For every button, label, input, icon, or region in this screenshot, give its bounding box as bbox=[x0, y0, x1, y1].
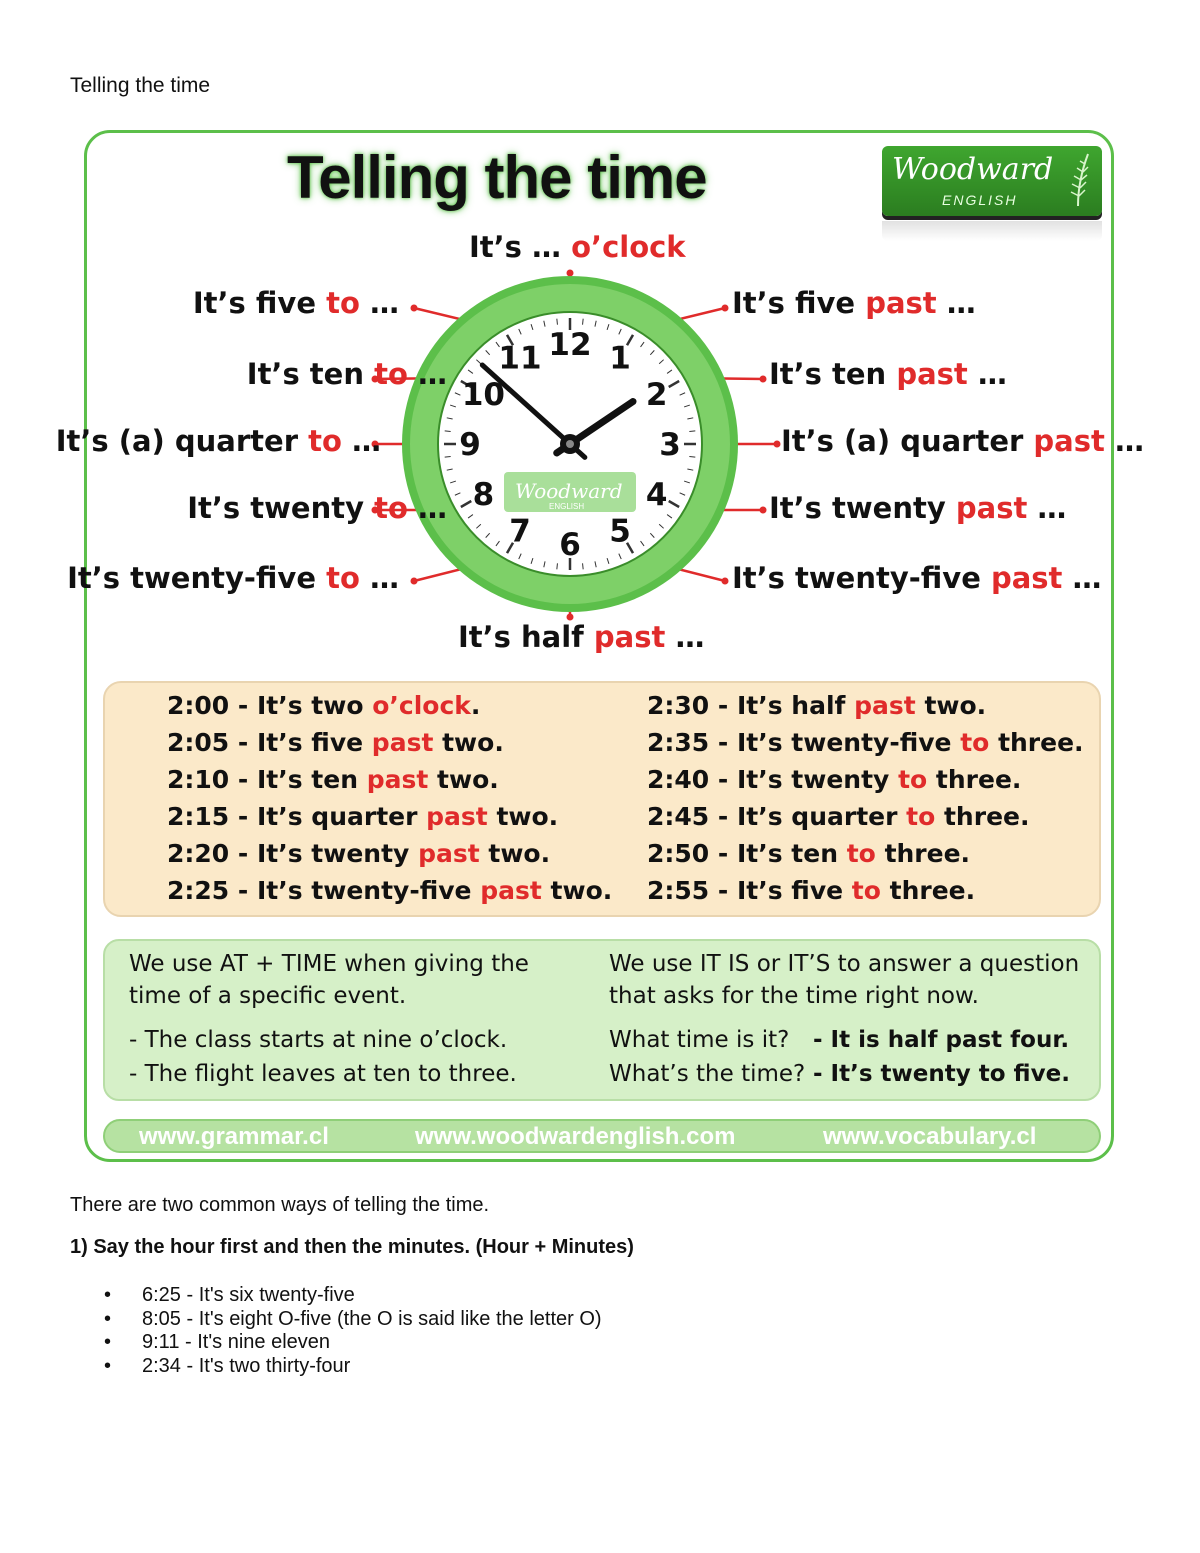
clock-number: 10 bbox=[461, 377, 505, 413]
connector-dot bbox=[567, 270, 574, 277]
example-left-3: 2:15 - It’s quarter past two. bbox=[167, 802, 559, 831]
clock-center-dot bbox=[566, 440, 574, 448]
usage-right-q2: What’s the time? bbox=[609, 1061, 806, 1087]
clock-number: 2 bbox=[645, 377, 668, 413]
label-twenty-five-past: It’s twenty-five past … bbox=[732, 561, 1102, 595]
list-item: • 6:25 - It's six twenty-five bbox=[104, 1284, 355, 1306]
clock-tick bbox=[689, 457, 695, 458]
label-five-to: It’s five to … bbox=[192, 286, 399, 320]
clock-number: 1 bbox=[609, 340, 631, 377]
usage-right-a1: - It is half past four. bbox=[813, 1027, 1070, 1053]
examples-list bbox=[70, 1284, 602, 1378]
usage-box bbox=[103, 939, 1101, 1101]
label-half-past: It’s half past … bbox=[458, 620, 705, 654]
section-heading: 1) Say the hour first and then the minutes. (Hour + Minutes) bbox=[70, 1236, 634, 1258]
clock-tick bbox=[557, 319, 558, 325]
connector-dot bbox=[411, 578, 418, 585]
example-right-2: 2:40 - It’s twenty to three. bbox=[647, 765, 1022, 794]
clock-tick bbox=[689, 431, 695, 432]
label-oclock: It’s … o’clock bbox=[469, 230, 686, 264]
example-right-5: 2:55 - It’s five to three. bbox=[647, 876, 976, 905]
clock-number: 9 bbox=[459, 427, 481, 463]
clock-tick bbox=[445, 431, 451, 432]
example-left-0: 2:00 - It’s two o’clock. bbox=[167, 691, 481, 720]
label-twenty-past: It’s twenty past … bbox=[769, 491, 1067, 525]
example-right-0: 2:30 - It’s half past two. bbox=[647, 691, 987, 720]
example-right-4: 2:50 - It’s ten to three. bbox=[647, 839, 971, 868]
example-left-2: 2:10 - It’s ten past two. bbox=[167, 765, 499, 794]
label-five-past: It’s five past … bbox=[732, 286, 976, 320]
url-woodwardenglish[interactable]: www.woodwardenglish.com bbox=[415, 1123, 736, 1150]
connector-dot bbox=[760, 507, 767, 514]
url-grammar[interactable]: www.grammar.cl bbox=[139, 1123, 329, 1150]
clock-tick bbox=[583, 563, 584, 569]
url-vocabulary[interactable]: www.vocabulary.cl bbox=[823, 1123, 1037, 1150]
bullet-icon: • bbox=[104, 1284, 112, 1306]
document-title: Telling the time bbox=[70, 74, 211, 97]
usage-left-line1: We use AT + TIME when giving the bbox=[129, 951, 529, 977]
connector-dot bbox=[760, 376, 767, 383]
example-left-5: 2:25 - It’s twenty-five past two. bbox=[167, 876, 613, 905]
label-quarter-past: It’s (a) quarter past … bbox=[781, 424, 1144, 458]
clock-number: 3 bbox=[659, 427, 681, 463]
usage-left-example2: - The flight leaves at ten to three. bbox=[129, 1061, 517, 1087]
connector-dot bbox=[774, 441, 781, 448]
clock-watermark-sub: ENGLISH bbox=[549, 502, 585, 511]
usage-left-line2: time of a specific event. bbox=[129, 983, 407, 1009]
clock-number: 11 bbox=[498, 340, 542, 377]
label-twenty-five-to: It’s twenty-five to … bbox=[67, 561, 399, 595]
label-ten-past: It’s ten past … bbox=[769, 357, 1007, 391]
clock-number: 12 bbox=[548, 327, 592, 363]
clock-number: 4 bbox=[645, 477, 668, 513]
clock-number: 8 bbox=[472, 477, 495, 513]
connector-dot bbox=[411, 305, 418, 312]
clock-number: 7 bbox=[509, 513, 531, 550]
usage-right-a2: - It’s twenty to five. bbox=[813, 1061, 1070, 1087]
example-right-3: 2:45 - It’s quarter to three. bbox=[647, 802, 1030, 831]
list-item: • 2:34 - It's two thirty-four bbox=[104, 1354, 351, 1377]
label-ten-to: It’s ten to … bbox=[246, 357, 447, 391]
connector-dot bbox=[722, 305, 729, 312]
label-quarter-to: It’s (a) quarter to … bbox=[55, 424, 381, 458]
example-left-1: 2:05 - It’s five past two. bbox=[167, 728, 504, 757]
infographic-title: Telling the time bbox=[287, 144, 707, 211]
clock-number: 6 bbox=[559, 527, 581, 563]
clock-watermark-name: Woodward bbox=[515, 479, 623, 503]
usage-right-line2: that asks for the time right now. bbox=[609, 983, 979, 1009]
url-footer-bar bbox=[103, 1119, 1101, 1153]
connector-dot bbox=[722, 578, 729, 585]
usage-right-q1: What time is it? bbox=[609, 1027, 790, 1053]
usage-right-line1: We use IT IS or IT’S to answer a question bbox=[609, 951, 1080, 977]
example-left-4: 2:20 - It’s twenty past two. bbox=[167, 839, 551, 868]
bullet-icon: • bbox=[104, 1331, 112, 1353]
logo-name: Woodward bbox=[892, 152, 1054, 187]
examples-box bbox=[103, 681, 1101, 917]
example-right-1: 2:35 - It’s twenty-five to three. bbox=[647, 728, 1084, 757]
list-item: • 8:05 - It's eight O-five (the O is said like the letter O) bbox=[104, 1307, 602, 1330]
usage-left-example1: - The class starts at nine o’clock. bbox=[129, 1027, 508, 1053]
intro-paragraph: There are two common ways of telling the time. bbox=[70, 1194, 490, 1216]
clock-tick bbox=[557, 563, 558, 569]
clock-tick bbox=[445, 457, 451, 458]
label-twenty-to: It’s twenty to … bbox=[187, 491, 447, 525]
logo-subtitle: ENGLISH bbox=[942, 192, 1018, 208]
clock-number: 5 bbox=[609, 513, 631, 550]
bullet-icon: • bbox=[104, 1307, 112, 1330]
bullet-icon: • bbox=[104, 1354, 112, 1377]
list-item: • 9:11 - It's nine eleven bbox=[104, 1331, 331, 1353]
telling-time-infographic bbox=[55, 130, 1144, 1162]
clock-tick bbox=[583, 319, 584, 325]
